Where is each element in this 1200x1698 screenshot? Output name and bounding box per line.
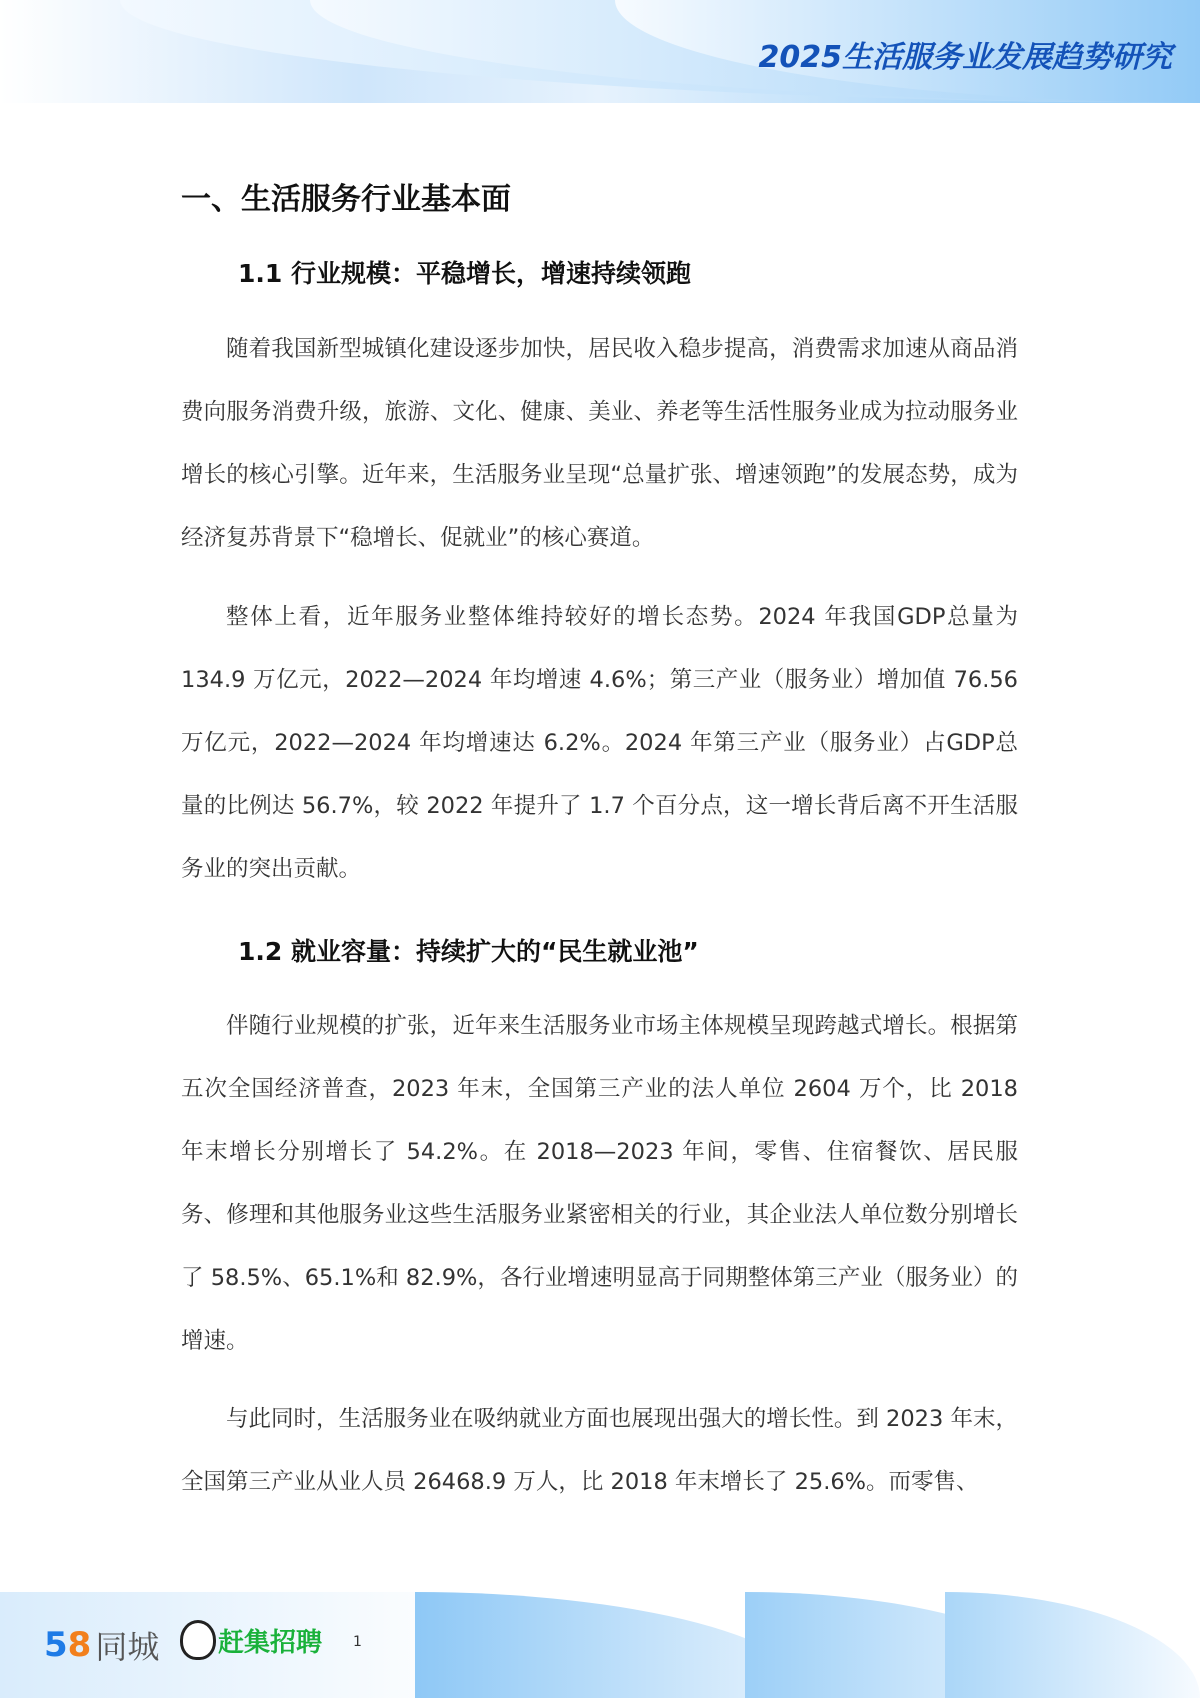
subsection-heading: 1.2 就业容量：持续扩大的“民生就业池” [238,937,699,966]
page-footer [0,1592,1200,1698]
footer-decoration [945,1592,1200,1698]
report-title: 2025生活服务业发展趋势研究 [758,40,1172,75]
logo-digit-5: 5 [44,1625,68,1665]
page-header [0,0,1200,103]
subsection-heading: 1.1 行业规模：平稳增长，增速持续领跑 [238,259,691,288]
logo-58-name: 同城 [95,1628,160,1666]
58-tongcheng-logo [44,1622,159,1668]
paragraph: 伴随行业规模的扩张，近年来生活服务业市场主体规模呈现跨越式增长。根据第五次全国经济普查，2023 年末，全国第三产业的法人单位 2604 万个，比 2018 年末增长分别增长了 54.2%。在 2018—2023 年间，零售、住宿餐饮、居民服务、修理和其他服务业这些生活服务业紧密相关的行业，其企业法人单位数分别增长了 58.5%、65.1%和 82.9%，各行业增速明显高于同期整体第三产业（服务业）的增速。 [181,1013,1018,1354]
ganji-logo-text: 赶集招聘 [218,1627,323,1658]
ganji-logo [180,1620,322,1660]
donkey-icon [180,1620,216,1660]
logo-digit-8: 8 [67,1625,92,1665]
paragraph: 与此同时，生活服务业在吸纳就业方面也展现出强大的增长性。到 2023 年末，全国第三产业从业人员 26468.9 万人，比 2018 年末增长了 25.6%。而零售、 [181,1406,1018,1495]
page-number: 1 [353,1634,362,1650]
section-heading: 一、生活服务行业基本面 [181,182,511,217]
paragraph: 整体上看，近年服务业整体维持较好的增长态势。2024 年我国GDP总量为 134.9 万亿元，2022—2024 年均增速 4.6%；第三产业（服务业）增加值 76.56 万亿元，2022—2024 年均增速达 6.2%。2024 年第三产业（服务业）占GDP总量的比例达 56.7%，较 2022 年提升了 1.7 个百分点，这一增长背后离不开生活服务业的突出贡献。 [181,604,1018,882]
paragraph: 随着我国新型城镇化建设逐步加快，居民收入稳步提高，消费需求加速从商品消费向服务消费升级，旅游、文化、健康、美业、养老等生活性服务业成为拉动服务业增长的核心引擎。近年来，生活服务业呈现“总量扩张、增速领跑”的发展态势，成为经济复苏背景下“稳增长、促就业”的核心赛道。 [181,336,1018,551]
